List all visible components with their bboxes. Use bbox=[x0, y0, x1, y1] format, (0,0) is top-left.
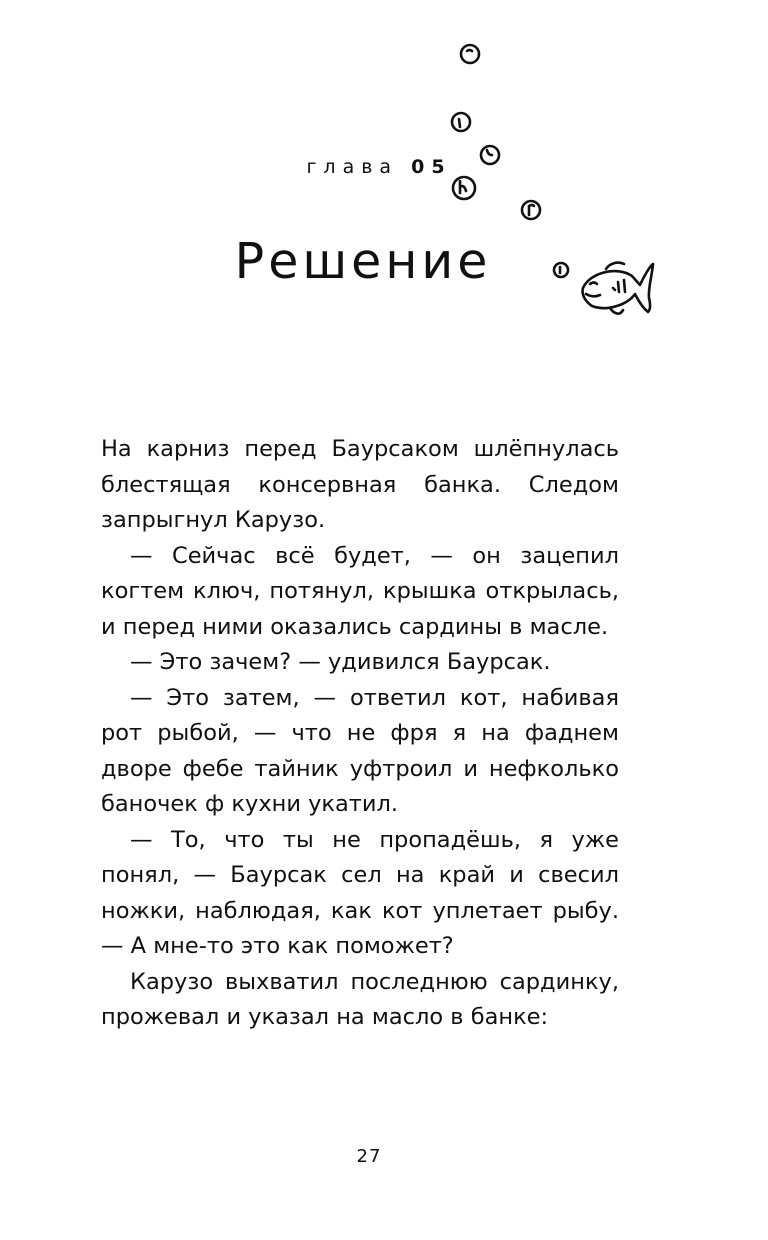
chapter-number: 05 bbox=[411, 156, 452, 178]
paragraph: — Сейчас всё будет, — он зацепил когтем ключ, потянул, крышка открылась, и перед ними оказались сардины в масле. bbox=[101, 542, 619, 640]
paragraph: — Это зачем? — удивился Баурсак. bbox=[130, 649, 551, 675]
bubble-icon bbox=[453, 177, 475, 199]
chapter-title: Решение bbox=[234, 233, 492, 290]
paragraph: Карузо выхватил последнюю сардинку, прожевал и указал на масло в банке: bbox=[101, 968, 619, 1030]
page-number: 27 bbox=[356, 1146, 382, 1167]
paragraph: — Это затем, — ответил кот, набивая рот рыбой, — что не фря я на фаднем дворе фебе тайник уфтроил и нефколько баночек ф кухни укатил. bbox=[101, 684, 619, 817]
bubble-icon bbox=[522, 201, 540, 219]
bubble-icon bbox=[481, 146, 499, 164]
body-text bbox=[101, 432, 619, 1036]
bubble-icon bbox=[452, 113, 470, 131]
chapter-word: глава bbox=[306, 156, 399, 178]
paragraph: На карниз перед Баурсаком шлёпнулась блестящая консервная банка. Следом запрыгнул Карузо. bbox=[101, 436, 619, 533]
bubble-icon bbox=[461, 45, 479, 63]
fish-bubbles-illustration bbox=[440, 36, 670, 326]
paragraph: — То, что ты не пропадёшь, я уже понял, — Баурсак сел на край и свесил ножки, наблюдая, как кот уплетает рыбу. — А мне-то это как поможет? bbox=[101, 826, 619, 959]
fish-icon bbox=[583, 263, 653, 314]
bubble-icon bbox=[554, 263, 568, 277]
